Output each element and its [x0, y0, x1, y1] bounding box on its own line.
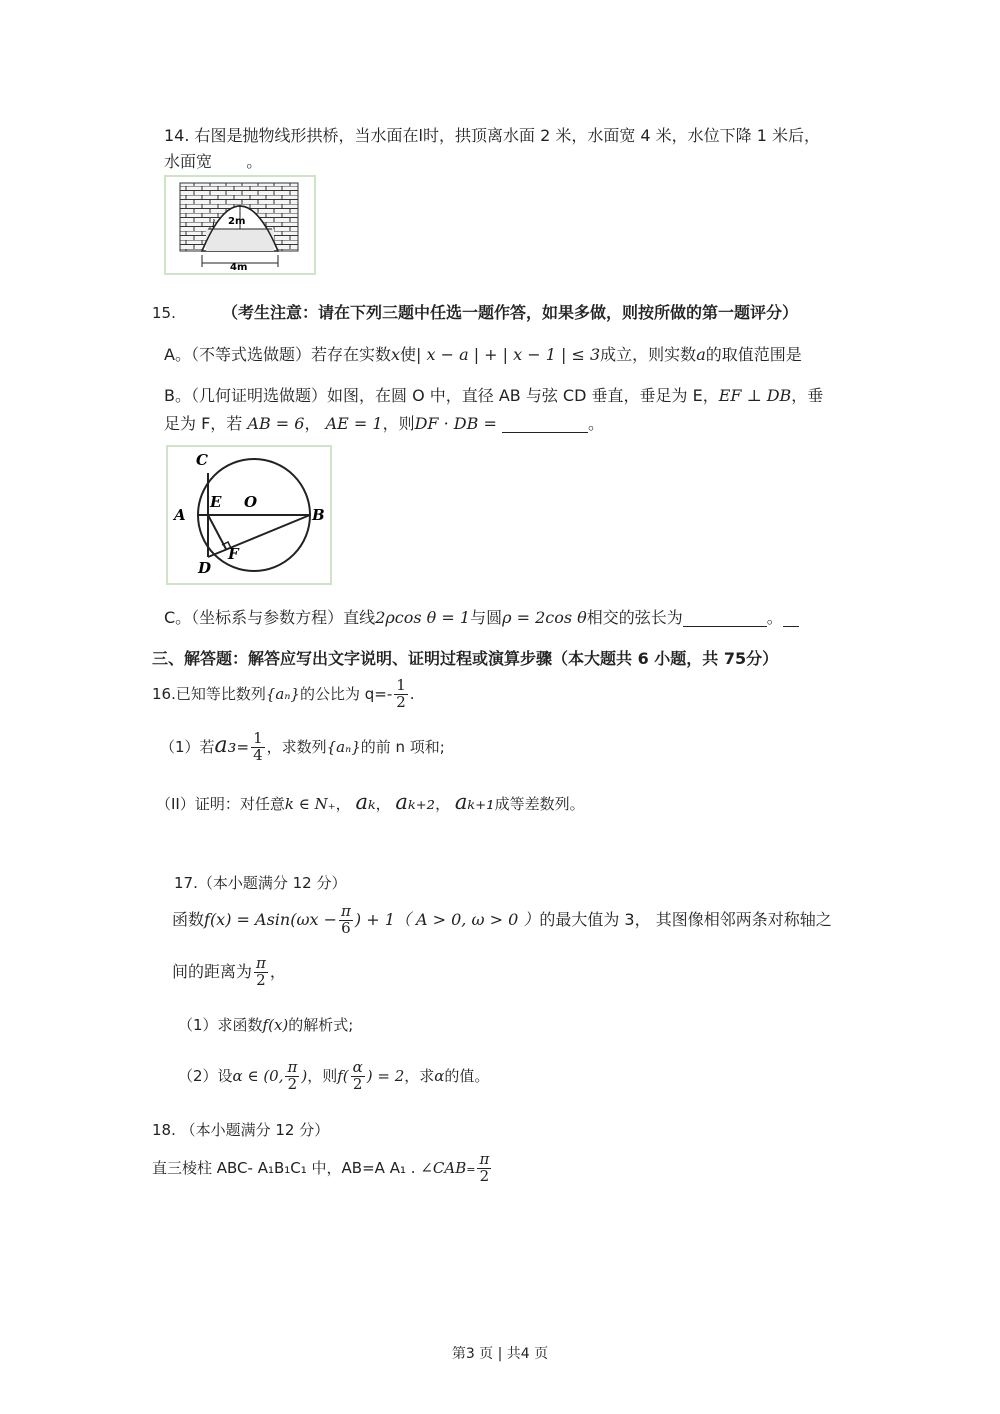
q16-p2-k: k ∈ N₊ — [284, 795, 336, 813]
q17-heading: 17.（本小题满分 12 分） — [174, 874, 347, 892]
q17-stem-prefix: 函数 — [172, 909, 205, 929]
q15-a-prefix: A。（不等式选做题）若存在实数 — [164, 345, 391, 364]
q16-seq: {aₙ} — [265, 684, 300, 703]
q17-p2-alpha-num: α — [352, 1058, 363, 1076]
q17-six: 6 — [341, 918, 351, 937]
q17-cond: （ A > 0, ω > 0 ） — [394, 909, 540, 929]
q16-p1-prefix: （1）若 — [160, 737, 215, 756]
q17-p2-tail: 的值。 — [444, 1066, 490, 1085]
page-footer: 第3 页 | 共4 页 — [451, 1346, 549, 1362]
q15-b-line1-text: B。（几何证明选做题）如图，在圆 O 中，直径 AB 与弦 CD 垂直，垂足为 E， — [164, 386, 719, 405]
q15-c-end: 。 — [766, 608, 783, 627]
q15-b-prefix: 足为 F，若 — [164, 414, 243, 433]
q17-p2-alpha: α ∈ (0, — [232, 1066, 284, 1085]
q17-line2 — [172, 956, 286, 989]
bridge-label-width: 4m — [230, 262, 248, 273]
q16-p1-eq: = — [236, 737, 250, 756]
q16-p2-sep3: ， — [435, 795, 451, 813]
q15-b-answer-blank — [502, 418, 588, 433]
q16-p1-num: 1 — [253, 729, 263, 747]
parabolic-bridge-figure — [164, 175, 316, 275]
q15-c-expr2: ρ = 2cos θ — [502, 608, 587, 627]
q16-p2-ak1: aₖ₊₁ — [454, 790, 495, 814]
q17-p2-f: f( — [337, 1066, 349, 1085]
q17-p2-pi: π — [287, 1058, 298, 1076]
q16-p2-sep2: ， — [375, 795, 391, 813]
q16-p1-a3: a₃ — [214, 732, 237, 758]
q15-a — [164, 345, 802, 364]
q15-number: 15. — [152, 304, 176, 322]
label-O: O — [244, 493, 258, 511]
q18-heading: 18. （本小题满分 12 分） — [152, 1121, 330, 1139]
q16-part2 — [156, 790, 585, 815]
q16-stem — [152, 678, 415, 711]
q16-stem-mid: 的公比为 q=- — [299, 684, 393, 703]
q15-c-suffix: 相交的弦长为 — [586, 608, 683, 627]
q15-a-mid: 使 — [399, 345, 416, 364]
circle-figure — [166, 445, 332, 585]
q16-p1-end: 的前 n 项和; — [360, 737, 445, 756]
bridge-label-l: l — [212, 219, 216, 230]
label-E: E — [210, 493, 222, 511]
q17-p2-then: ，则 — [307, 1066, 338, 1085]
q14-line2-text: 水面宽 — [164, 152, 213, 171]
q15-b-line2 — [164, 414, 604, 433]
q18-stem — [152, 1152, 493, 1185]
q17-p2-prefix: （2）设 — [178, 1066, 233, 1085]
q15-b-line1-end: ，垂 — [791, 386, 824, 405]
q17-part1 — [178, 1016, 353, 1034]
q17-p2-alpha-den: 2 — [352, 1074, 363, 1093]
q15-a-mid2: 成立，则实数 — [600, 345, 697, 364]
q15-c-underline-tail — [783, 612, 799, 627]
q17-stem-end: 的最大值为 3， 其图像相邻两条对称轴之 — [539, 909, 832, 929]
q17-p2-two: 2 — [287, 1074, 298, 1093]
q16-stem-end: . — [409, 684, 415, 703]
q15-a-suffix: 的取值范围是 — [705, 345, 802, 364]
q17-p1-fx: f(x) — [262, 1016, 289, 1034]
q17-p1-text: （1）求函数 — [178, 1016, 263, 1034]
bridge-label-height: 2m — [228, 216, 246, 227]
section-3-heading: 三、解答题：解答应写出文字说明、证明过程或演算步骤（本大题共 6 小题，共 75分） — [152, 649, 779, 668]
q17-pi: π — [341, 902, 351, 920]
q15-c-mid: 与圆 — [470, 608, 503, 627]
q17-line2-pi: π — [256, 954, 266, 972]
q16-part1 — [160, 731, 445, 764]
q15-b-then: ，则 — [382, 414, 415, 433]
q16-p2-ak2: aₖ₊₂ — [395, 790, 436, 814]
q16-p1-den: 4 — [253, 745, 263, 764]
q17-line2-prefix: 间的距离为 — [172, 961, 253, 981]
q18-two: 2 — [479, 1166, 490, 1185]
q17-p2-alpha2: α — [434, 1066, 445, 1085]
q16-p2-ak: aₖ — [355, 790, 376, 814]
q15-b-expr1: AB = 6 — [247, 414, 305, 433]
q15-c — [164, 608, 799, 627]
q15-b-sep: ， — [304, 414, 321, 433]
q14-line2-end: 。 — [246, 152, 263, 171]
q18-dot: . — [410, 1158, 416, 1177]
q17-stem — [172, 904, 832, 937]
q16-p2-end: 成等差数列。 — [494, 795, 585, 813]
q18-eq: = — [466, 1162, 476, 1176]
q15-a-x: x — [390, 345, 400, 364]
q17-line2-end: ， — [269, 961, 286, 981]
bridge-diagram — [166, 177, 314, 273]
q15-c-answer-blank — [683, 612, 767, 627]
q15-b-expr3: DF · DB = — [414, 414, 497, 433]
q17-line2-two: 2 — [256, 970, 266, 989]
q14-line2 — [164, 152, 262, 171]
q18-pi: π — [479, 1150, 490, 1168]
q15-note: （考生注意：请在下列三题中任选一题作答，如果多做，则按所做的第一题评分） — [222, 303, 799, 322]
q16-frac-num: 1 — [396, 676, 406, 694]
circle-diagram — [168, 447, 330, 583]
label-B: B — [312, 506, 325, 524]
q14-line1: 14. 右图是抛物线形拱桥，当水面在l时，拱顶离水面 2 米，水面宽 4 米，水位下降 1 米后， — [164, 126, 821, 145]
q17-p2-end: ，求 — [404, 1066, 435, 1085]
q15-b-end: 。 — [587, 414, 604, 433]
label-C: C — [196, 451, 208, 469]
q15-b-expr2: AE = 1 — [325, 414, 383, 433]
q16-p1-seq: {aₙ} — [326, 737, 361, 756]
q15-a-expr: | x − a | + | x − 1 | ≤ 3 — [416, 345, 601, 364]
label-A: A — [174, 506, 186, 524]
q16-frac-den: 2 — [396, 692, 406, 711]
q16-p2-sep1: ， — [335, 795, 351, 813]
q17-fx: f(x) = Asin(ωx − — [204, 909, 338, 929]
q16-p1-mid: ，求数列 — [266, 737, 327, 756]
label-F: F — [228, 545, 239, 563]
q18-stem-text: 直三棱柱 ABC- A₁B₁C₁ 中，AB=A A₁ — [152, 1158, 406, 1177]
label-D: D — [198, 559, 212, 577]
q15-c-expr1: 2ρcos θ = 1 — [375, 608, 471, 627]
q15-b-line1-expr: EF ⊥ DB — [718, 386, 792, 405]
q16-stem-prefix: 16.已知等比数列 — [152, 684, 266, 703]
q17-part2 — [178, 1060, 489, 1093]
q16-p2-prefix: （II）证明：对任意 — [156, 795, 285, 813]
q17-p2-close: ) — [301, 1066, 308, 1085]
q15-b-line1 — [164, 386, 823, 405]
q17-p1-end: 的解析式; — [288, 1016, 354, 1034]
q15-c-prefix: C。（坐标系与参数方程）直线 — [164, 608, 376, 627]
q15-a-a: a — [696, 345, 706, 364]
q18-angle: ∠CAB — [420, 1158, 467, 1177]
q17-p2-eq: ) = 2 — [366, 1066, 405, 1085]
q17-plus: ) + 1 — [354, 909, 395, 929]
